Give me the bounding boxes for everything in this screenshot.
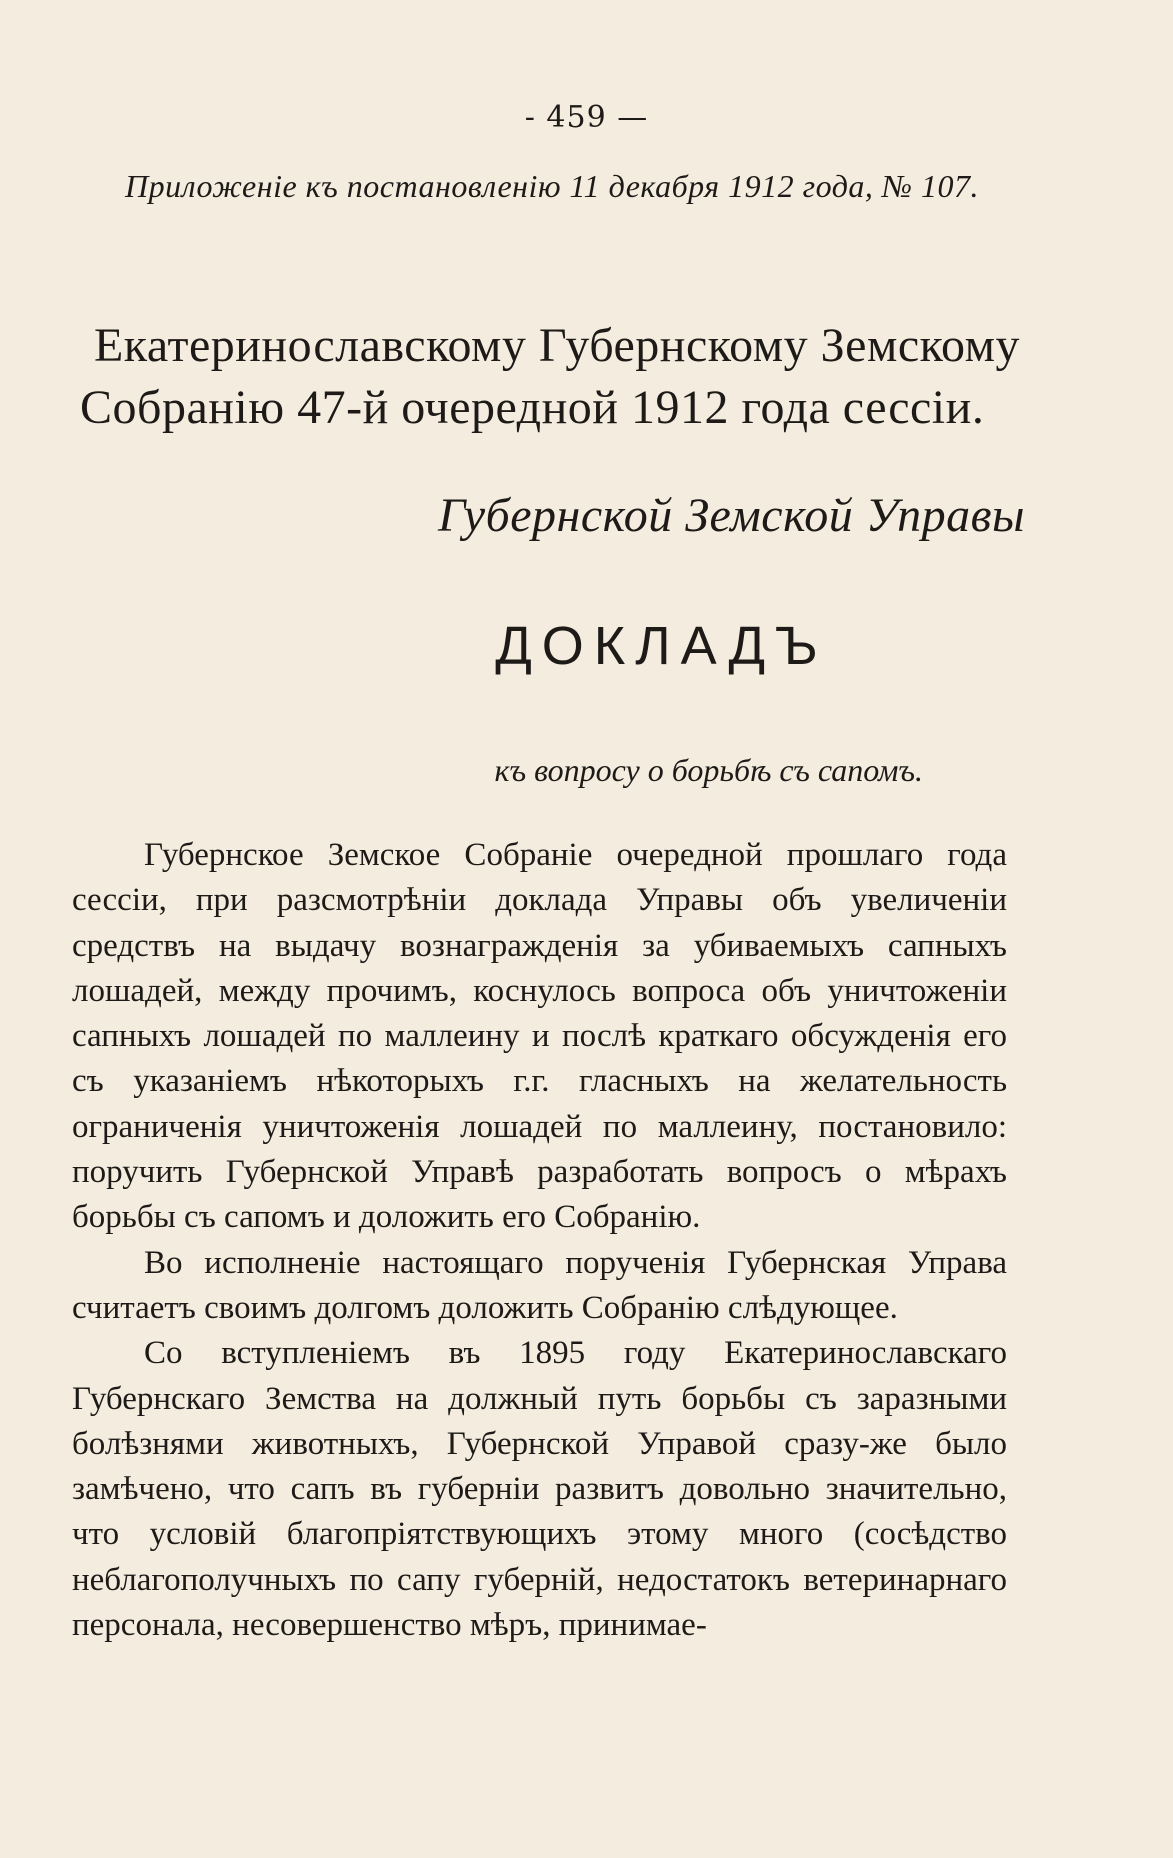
- paragraph: Во исполненіе настоящаго порученія Губернская Управа считаетъ своимъ долгомъ доложить Собранію слѣдующее.: [72, 1244, 1007, 1326]
- document-type-title: ДОКЛАДЪ: [495, 616, 828, 676]
- addressee-heading: [80, 315, 1020, 439]
- addressee-line-1: Екатеринославскому Губернскому Земскому: [93, 319, 1020, 372]
- issuer-heading: Губернской Земской Управы: [438, 489, 1025, 542]
- body-text: [72, 833, 1007, 1648]
- addressee-line-2: Собранію 47-й очередной 1912 года сессіи.: [80, 381, 985, 434]
- appendix-note: Приложеніе къ постановленію 11 декабря 1912 года, № 107.: [125, 168, 980, 204]
- paragraph: Со вступленіемъ въ 1895 году Екатеринославскаго Губернскаго Земства на должный путь борьбы съ заразными болѣзнями животныхъ, Губернской Управой сразу-же было замѣчено, что сапъ въ губерніи развитъ довольно значительно, что условій благопріятствующихъ этому много (сосѣдство неблагополучныхъ по сапу губерній, недостатокъ ветеринарнаго персонала, несовершенство мѣръ, принимае-: [72, 1335, 1007, 1644]
- paragraph: Губернское Земское Собраніе очередной прошлаго года сессіи, при разсмотрѣніи доклада Управы объ увеличеніи средствъ на выдачу вознагражденія за убиваемыхъ сапныхъ лошадей, между прочимъ, коснулось вопроса объ уничтоженіи сапныхъ лошадей по маллеину и послѣ краткаго обсужденія его съ указаніемъ нѣкоторыхъ г.г. гласныхъ на желательность ограниченія уничтоженія лошадей по маллеину, постановило: поручить Губернской Управѣ разработать вопросъ о мѣрахъ борьбы съ сапомъ и доложить его Собранію.: [72, 837, 1007, 1236]
- subject-line: къ вопросу о борьбѣ съ сапомъ.: [494, 752, 923, 788]
- page-number: - 459 —: [524, 100, 649, 135]
